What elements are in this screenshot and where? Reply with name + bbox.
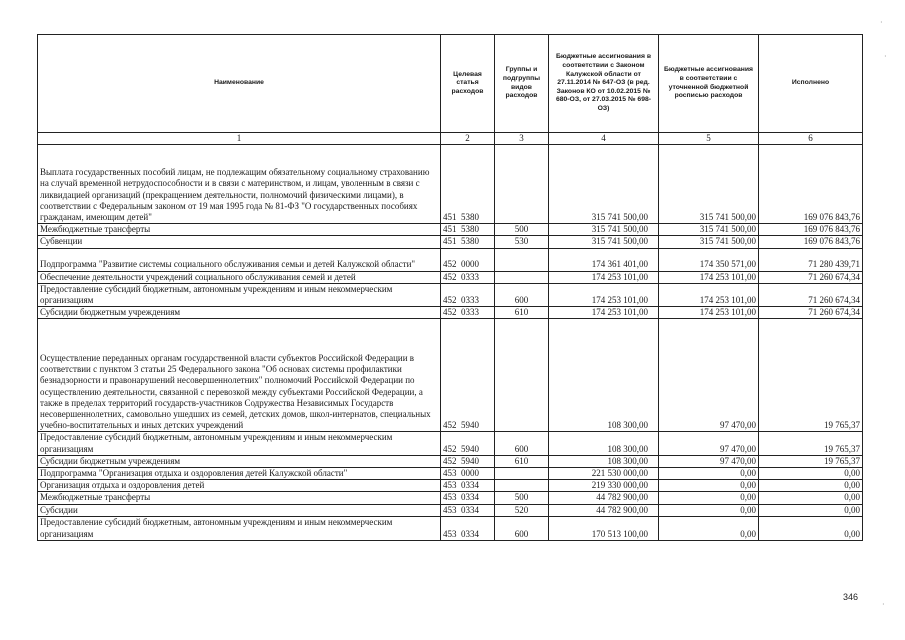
row-target-article: 452 0000 — [441, 248, 495, 271]
row-executed: 0,00 — [759, 516, 863, 540]
row-name: Субсидии бюджетным учреждениям — [38, 455, 441, 467]
row-refined-allocation: 174 253 101,00 — [659, 283, 759, 306]
table-row — [38, 468, 863, 480]
row-law-allocation: 170 513 100,00 — [549, 516, 659, 540]
page-number: 346 — [843, 592, 859, 602]
row-expense-group: 500 — [495, 224, 549, 236]
row-expense-group: 500 — [495, 492, 549, 504]
header-refined-allocations: Бюджетные ассигнования в соответствии с уточненной бюджетной росписью расходов — [659, 35, 759, 133]
row-name: Предоставление субсидий бюджетным, автономным учреждениям и иным некоммерческим организациям — [38, 432, 441, 455]
row-target-article: 453 0334 — [441, 492, 495, 504]
row-law-allocation: 108 300,00 — [549, 319, 659, 432]
row-executed: 19 765,37 — [759, 432, 863, 455]
row-target-article: 451 5380 — [441, 236, 495, 248]
row-target-article: 451 5380 — [441, 145, 495, 224]
row-executed: 71 280 439,71 — [759, 248, 863, 271]
row-expense-group — [495, 480, 549, 492]
row-refined-allocation: 97 470,00 — [659, 455, 759, 467]
row-law-allocation: 315 741 500,00 — [549, 224, 659, 236]
header-law-allocations: Бюджетные ассигнования в соответствии с Законом Калужской области от 27.11.2014 № 647-ОЗ (в ред. Законов КО от 10.02.2015 № 680-ОЗ, от 27.03.2015 № 698-ОЗ) — [549, 35, 659, 133]
row-refined-allocation: 174 253 101,00 — [659, 307, 759, 319]
row-executed: 19 765,37 — [759, 455, 863, 467]
budget-sheet — [37, 34, 862, 541]
row-executed: 71 260 674,34 — [759, 307, 863, 319]
table-row — [38, 224, 863, 236]
header-executed: Исполнено — [759, 35, 863, 133]
row-law-allocation: 174 253 101,00 — [549, 283, 659, 306]
table-row — [38, 236, 863, 248]
row-target-article: 452 5940 — [441, 319, 495, 432]
row-law-allocation: 315 741 500,00 — [549, 236, 659, 248]
scan-speck: · — [880, 18, 883, 27]
scan-speck: · — [884, 52, 887, 61]
row-refined-allocation: 0,00 — [659, 516, 759, 540]
row-expense-group: 610 — [495, 307, 549, 319]
header-expense-groups: Группы и подгруппы видов расходов — [495, 35, 549, 133]
table-row — [38, 455, 863, 467]
row-refined-allocation: 315 741 500,00 — [659, 145, 759, 224]
row-target-article: 452 5940 — [441, 455, 495, 467]
row-expense-group: 530 — [495, 236, 549, 248]
row-target-article: 452 5940 — [441, 432, 495, 455]
row-executed: 169 076 843,76 — [759, 236, 863, 248]
column-number: 6 — [759, 133, 863, 145]
row-law-allocation: 221 530 000,00 — [549, 468, 659, 480]
row-name: Предоставление субсидий бюджетным, автономным учреждениям и иным некоммерческим организациям — [38, 283, 441, 306]
row-name: Межбюджетные трансферты — [38, 224, 441, 236]
row-expense-group: 600 — [495, 283, 549, 306]
row-executed: 0,00 — [759, 492, 863, 504]
row-refined-allocation: 174 253 101,00 — [659, 271, 759, 283]
table-row — [38, 248, 863, 271]
table-row — [38, 145, 863, 224]
row-law-allocation: 174 253 101,00 — [549, 307, 659, 319]
column-number: 5 — [659, 133, 759, 145]
table-row — [38, 516, 863, 540]
row-name: Организация отдыха и оздоровления детей — [38, 480, 441, 492]
row-expense-group — [495, 248, 549, 271]
row-expense-group: 610 — [495, 455, 549, 467]
row-name: Межбюджетные трансферты — [38, 492, 441, 504]
header-target-article: Целевая статья расходов — [441, 35, 495, 133]
row-refined-allocation: 0,00 — [659, 468, 759, 480]
table-row — [38, 480, 863, 492]
row-refined-allocation: 315 741 500,00 — [659, 224, 759, 236]
row-target-article: 452 0333 — [441, 271, 495, 283]
table-body — [38, 145, 863, 541]
row-target-article: 452 0333 — [441, 283, 495, 306]
table-row — [38, 492, 863, 504]
scan-speck: · — [882, 600, 885, 609]
table-row — [38, 432, 863, 455]
row-name: Предоставление субсидий бюджетным, автономным учреждениям и иным некоммерческим организациям — [38, 516, 441, 540]
row-target-article: 451 5380 — [441, 224, 495, 236]
row-target-article: 453 0000 — [441, 468, 495, 480]
row-expense-group — [495, 468, 549, 480]
row-executed: 0,00 — [759, 468, 863, 480]
row-refined-allocation: 315 741 500,00 — [659, 236, 759, 248]
row-name: Осуществление переданных органам государственной власти субъектов Российской Федерации в соответствии с пунктом 3 статьи 25 Федерального закона "Об основах системы профилактики безнадзорности и правонарушений несовершеннолетних" полномочий Российской Федерации по осуществлению деятельности, связанной с перевозкой между субъектами Российской Федерации, а также в пределах территорий государств-участников Содружества Независимых Государств несовершеннолетних, самовольно ушедших из семей, детских домов, школ-интернатов, специальных учебно-воспитательных и иных детских учреждений — [38, 319, 441, 432]
column-number: 2 — [441, 133, 495, 145]
row-target-article: 453 0334 — [441, 480, 495, 492]
row-executed: 71 260 674,34 — [759, 271, 863, 283]
row-refined-allocation: 0,00 — [659, 480, 759, 492]
budget-table — [37, 34, 863, 541]
row-law-allocation: 174 253 101,00 — [549, 271, 659, 283]
row-name: Субсидии бюджетным учреждениям — [38, 307, 441, 319]
row-refined-allocation: 97 470,00 — [659, 319, 759, 432]
row-expense-group — [495, 319, 549, 432]
row-refined-allocation: 174 350 571,00 — [659, 248, 759, 271]
row-executed: 0,00 — [759, 504, 863, 516]
row-executed: 19 765,37 — [759, 319, 863, 432]
table-row — [38, 504, 863, 516]
row-name: Субвенции — [38, 236, 441, 248]
header-row — [38, 35, 863, 133]
row-name: Подпрограмма "Организация отдыха и оздоровления детей Калужской области" — [38, 468, 441, 480]
row-target-article: 453 0334 — [441, 516, 495, 540]
row-law-allocation: 108 300,00 — [549, 455, 659, 467]
table-row — [38, 319, 863, 432]
row-law-allocation: 44 782 900,00 — [549, 504, 659, 516]
row-expense-group: 600 — [495, 432, 549, 455]
row-law-allocation: 219 330 000,00 — [549, 480, 659, 492]
row-refined-allocation: 0,00 — [659, 492, 759, 504]
row-expense-group: 520 — [495, 504, 549, 516]
row-expense-group — [495, 271, 549, 283]
row-law-allocation: 44 782 900,00 — [549, 492, 659, 504]
row-executed: 71 260 674,34 — [759, 283, 863, 306]
table-row — [38, 271, 863, 283]
row-refined-allocation: 97 470,00 — [659, 432, 759, 455]
table-row — [38, 307, 863, 319]
row-target-article: 453 0334 — [441, 504, 495, 516]
row-law-allocation: 108 300,00 — [549, 432, 659, 455]
column-number: 3 — [495, 133, 549, 145]
column-number: 1 — [38, 133, 441, 145]
table-row — [38, 283, 863, 306]
row-name: Подпрограмма "Развитие системы социального обслуживания семьи и детей Калужской области" — [38, 248, 441, 271]
row-executed: 169 076 843,76 — [759, 224, 863, 236]
row-name: Обеспечение деятельности учреждений социального обслуживания семей и детей — [38, 271, 441, 283]
row-expense-group — [495, 145, 549, 224]
row-law-allocation: 315 741 500,00 — [549, 145, 659, 224]
column-number: 4 — [549, 133, 659, 145]
row-target-article: 452 0333 — [441, 307, 495, 319]
row-name: Субсидии — [38, 504, 441, 516]
row-executed: 0,00 — [759, 480, 863, 492]
row-name: Выплата государственных пособий лицам, не подлежащим обязательному социальному страхованию на случай временной нетрудоспособности и в связи с материнством, и лицам, уволенным в связи с ликвидацией организаций (прекращением деятельности, полномочий физическими лицами), в соответствии с Федеральным законом от 19 мая 1995 года № 81-ФЗ "О государственных пособиях гражданам, имеющим детей" — [38, 145, 441, 224]
header-name: Наименование — [38, 35, 441, 133]
row-executed: 169 076 843,76 — [759, 145, 863, 224]
column-number-row — [38, 133, 863, 145]
row-expense-group: 600 — [495, 516, 549, 540]
row-refined-allocation: 0,00 — [659, 504, 759, 516]
row-law-allocation: 174 361 401,00 — [549, 248, 659, 271]
